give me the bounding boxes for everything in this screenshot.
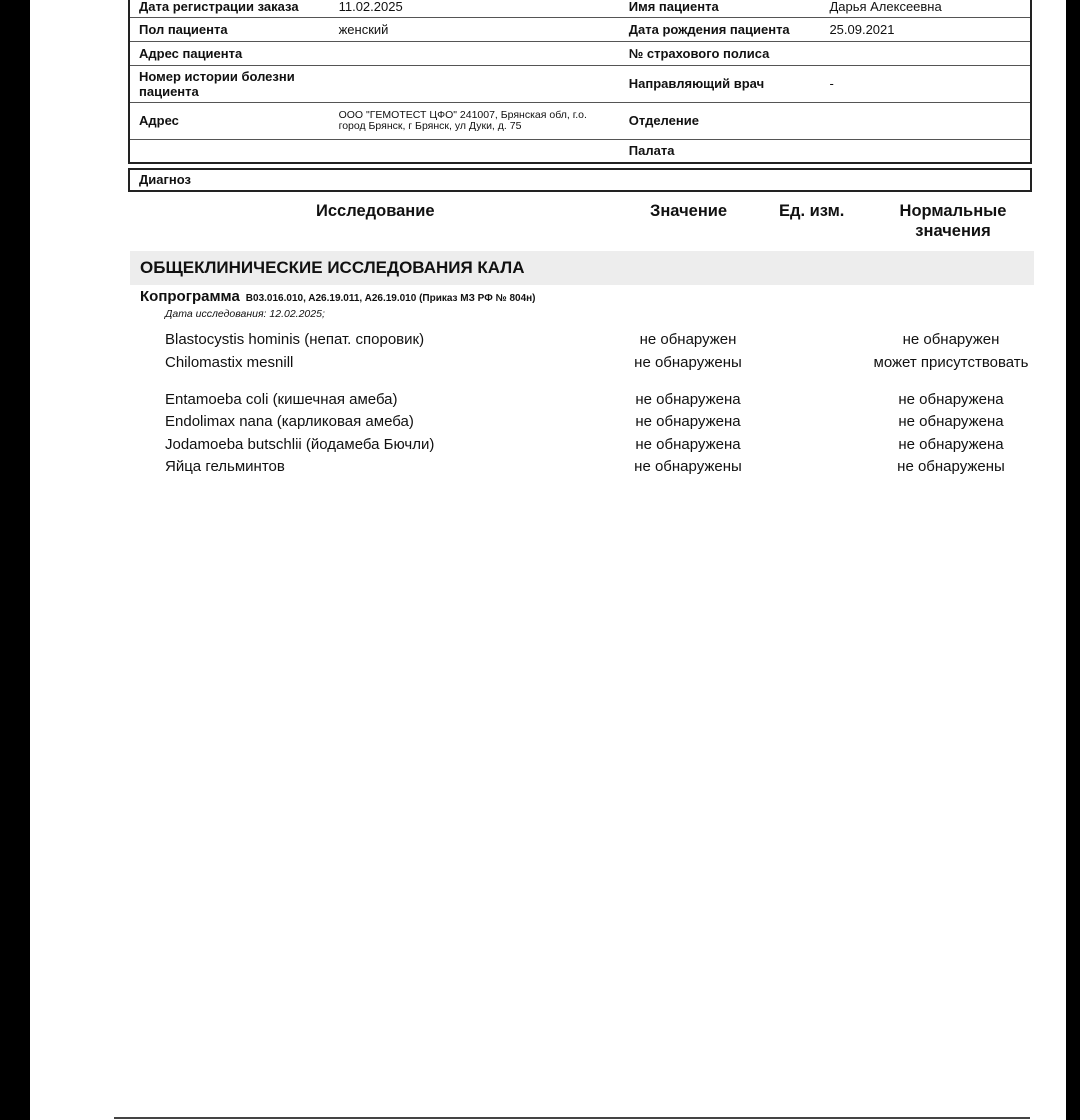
- info-row: [129, 0, 1031, 17]
- result-name: Endolimax nana (карликовая амеба): [165, 413, 414, 431]
- info-row: [129, 41, 1031, 65]
- result-row: [30, 436, 1066, 459]
- result-normal: не обнаружена: [898, 435, 1004, 453]
- info-label: Дата регистрации заказа: [129, 0, 330, 17]
- result-name: Chilomastix mesnill: [165, 353, 294, 371]
- test-codes: B03.016.010, A26.19.011, A26.19.010 (Приказ МЗ РФ № 804н): [245, 293, 536, 304]
- result-value: не обнаружена: [635, 413, 741, 431]
- result-value: не обнаружена: [635, 390, 741, 408]
- info-value: [820, 102, 1031, 139]
- diagnosis-box: [128, 168, 1032, 192]
- info-row: [129, 65, 1031, 102]
- result-name: Entamoeba coli (кишечная амеба): [165, 390, 398, 408]
- result-name: Яйца гельминтов: [165, 458, 285, 476]
- info-label: № страхового полиса: [620, 41, 821, 65]
- result-normal: не обнаружен: [902, 331, 1000, 348]
- info-label: Адрес пациента: [129, 41, 330, 65]
- info-value: -: [820, 65, 1031, 102]
- test-date: Дата исследования: 12.02.2025;: [165, 308, 325, 320]
- result-value: не обнаружены: [634, 458, 742, 476]
- info-value: женский: [330, 17, 620, 41]
- result-value: не обнаружена: [635, 435, 741, 453]
- result-row: [30, 354, 1066, 391]
- diagnosis-label: Диагноз: [139, 172, 191, 187]
- info-value: ООО "ГЕМОТЕСТ ЦФО" 241007, Брянская обл, г.о. город Брянск, г Брянск, ул Дуки, д. 75: [330, 102, 620, 139]
- info-label: Пол пациента: [129, 17, 330, 41]
- info-value: [330, 41, 620, 65]
- section-title: ОБЩЕКЛИНИЧЕСКИЕ ИССЛЕДОВАНИЯ КАЛА: [130, 251, 1034, 285]
- result-row: [30, 391, 1066, 414]
- info-row: [129, 102, 1031, 139]
- info-value: [330, 139, 620, 163]
- result-row: [30, 458, 1066, 481]
- result-value: не обнаружены: [634, 353, 742, 371]
- result-normal: не обнаружены: [897, 458, 1005, 476]
- col-header-value: Значение: [650, 202, 728, 220]
- info-label: Отделение: [620, 102, 821, 139]
- test-name: Копрограмма: [140, 288, 240, 305]
- info-value: Дарья Алексеевна: [820, 0, 1031, 17]
- info-label: [129, 139, 330, 163]
- left-black-border: [0, 0, 30, 1120]
- info-value: 11.02.2025: [330, 0, 620, 17]
- info-value: [330, 65, 620, 102]
- info-label: Дата рождения пациента: [620, 17, 821, 41]
- results-list: [30, 331, 1066, 481]
- result-name: Blastocystis hominis (непат. споровик): [165, 331, 425, 348]
- info-row: [129, 139, 1031, 163]
- right-black-border: [1066, 0, 1080, 1120]
- document-page: [30, 0, 1066, 1120]
- info-label: Палата: [620, 139, 821, 163]
- info-value: 25.09.2021: [820, 17, 1031, 41]
- col-header-unit: Ед. изм.: [779, 202, 845, 220]
- result-value: не обнаружен: [639, 331, 737, 348]
- patient-info-table: [128, 0, 1032, 164]
- test-title: [140, 288, 536, 305]
- result-normal: может присутствовать: [873, 353, 1029, 371]
- result-row: [30, 413, 1066, 436]
- col-header-study: Исследование: [316, 202, 435, 220]
- result-name: Jodamoeba butschlii (йодамеба Бючли): [165, 435, 435, 453]
- footer-divider: [114, 1117, 1030, 1119]
- info-value: [820, 139, 1031, 163]
- col-header-normal: Нормальные значения: [899, 202, 1007, 240]
- info-row: [129, 17, 1031, 41]
- result-normal: не обнаружена: [898, 390, 1004, 408]
- info-value: [820, 41, 1031, 65]
- info-label: Адрес: [129, 102, 330, 139]
- info-label: Номер истории болезни пациента: [129, 65, 330, 102]
- result-row: [30, 331, 1066, 354]
- result-normal: не обнаружена: [898, 413, 1004, 431]
- info-label: Имя пациента: [620, 0, 821, 17]
- info-label: Направляющий врач: [620, 65, 821, 102]
